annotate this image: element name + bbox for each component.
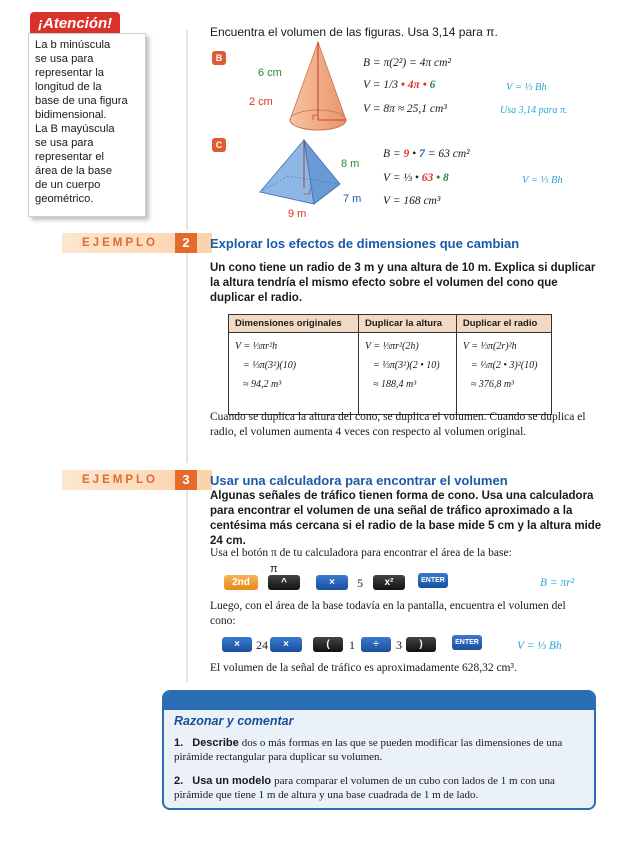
cell-line: = ⅓π(3²)(2 • 10): [372, 360, 440, 371]
ejemplo-label: EJEMPLO: [62, 233, 212, 253]
digit: 5: [357, 576, 363, 590]
atencion-title: ¡Atención!: [30, 12, 120, 35]
ejemplo-label: EJEMPLO: [62, 470, 212, 490]
section-title: Explorar los efectos de dimensiones que cambian: [210, 236, 520, 251]
label-radius: 2 cm: [249, 96, 273, 108]
badge-c: C: [212, 138, 226, 152]
problem-prompt: Algunas señales de tráfico tienen forma de cono. Usa una calculadora para encontrar el volumen de una señal de tráfico aproximado a la centésima más cercana si el radio de la base mide 5 cm y la altura mide 24 cm.: [210, 490, 602, 547]
cell-line: V = ⅓πr²(2h): [364, 341, 419, 352]
atencion-line: representar la: [35, 67, 105, 79]
atencion-line: área de la base: [35, 165, 113, 177]
conclusion-text: Cuando se duplica la altura del cono, se duplica el volumen. Cuando se duplica el radio, el volumen aumenta 4 veces con respecto al volumen original.: [210, 411, 586, 438]
question-keyword: Usa un modelo: [192, 775, 272, 787]
atencion-line: geométrico.: [35, 193, 94, 205]
table-cell: [358, 333, 456, 415]
ejemplo-number: 3: [175, 470, 197, 490]
table-header: Dimensiones originales: [229, 315, 359, 333]
problem-prompt: Un cono tiene un radio de 3 m y una altura de 10 m. Explica si duplicar la altura tendría el mismo efecto sobre el volumen del cono que duplicar el radio.: [210, 262, 596, 304]
key-times[interactable]: ×: [222, 637, 252, 652]
razonar-header-band: [164, 692, 594, 710]
atencion-line: se usa para: [35, 137, 94, 149]
b-equation-1: B = π(2²) = 4π cm²: [363, 57, 451, 69]
question-number: 1.: [174, 737, 184, 749]
key-right-paren[interactable]: ): [406, 637, 436, 652]
result-text: El volumen de la señal de tráfico es aproximadamente 628,32 cm³.: [210, 662, 517, 674]
table-cell: [456, 333, 551, 415]
table-header: Duplicar el radio: [456, 315, 551, 333]
label-pyramid-width: 9 m: [288, 208, 307, 220]
question-number: 2.: [174, 775, 184, 787]
eq-part: = 63 cm²: [424, 148, 470, 160]
table-row: [229, 333, 552, 415]
formula-base: B = πr²: [540, 577, 575, 589]
question-1: [174, 736, 584, 764]
key-divide[interactable]: ÷: [361, 637, 391, 652]
key-times[interactable]: ×: [270, 637, 302, 652]
digit: 3: [396, 638, 402, 652]
key-up[interactable]: ^: [268, 575, 300, 590]
ejemplo-number: 2: [175, 233, 197, 253]
eq-part: •: [409, 148, 420, 160]
razonar-panel: [162, 690, 596, 810]
eq-part-blue: 7: [419, 148, 425, 160]
formula-volume: V = ⅓ Bh: [517, 640, 562, 652]
dimensions-table: [228, 314, 552, 415]
eq-part: B =: [383, 148, 404, 160]
eq-frac: 1/3: [383, 79, 399, 91]
margin-rule: [186, 30, 188, 230]
table-header: Duplicar la altura: [358, 315, 456, 333]
section-title: Usar una calculadora para encontrar el volumen: [210, 473, 508, 488]
table-cell: [229, 333, 359, 415]
c-equation-1: [383, 148, 470, 160]
question-text: dos o más formas en las que se pueden modificar las dimensiones de una pirámide rectangular para duplicar su volumen.: [174, 737, 563, 763]
key-left-paren[interactable]: (: [313, 637, 343, 652]
label-pyramid-height: 8 m: [341, 158, 360, 170]
table-header-row: [229, 315, 552, 333]
b-equation-2: [363, 79, 435, 91]
eq-part-red: 63: [421, 172, 434, 184]
c-note-formula: V = ⅓ Bh: [522, 175, 563, 186]
atencion-line: La B mayúscula: [35, 123, 115, 135]
question-text: para comparar el volumen de un cubo con lados de 1 m con una pirámide que tiene 1 m de altura y una base cuadrada de 1 m de lado.: [174, 775, 555, 801]
eq-part-green: 6: [429, 79, 436, 91]
pyramid-figure: [252, 136, 352, 216]
key-times[interactable]: ×: [316, 575, 348, 590]
cell-line: ≈ 188,4 m³: [372, 379, 417, 390]
key-enter[interactable]: ENTER: [418, 573, 448, 588]
digit: 24: [256, 638, 268, 652]
question-keyword: Describe: [192, 737, 239, 749]
b-note-text: Usa 3,14 para π.: [500, 105, 568, 116]
c-equation-2: [383, 172, 449, 184]
question-2: [174, 774, 584, 802]
key-enter[interactable]: ENTER: [452, 635, 482, 650]
step-1-text: Usa el botón π de tu calculadora para encontrar el área de la base:: [210, 547, 512, 559]
razonar-title: Razonar y comentar: [174, 714, 294, 728]
step-2-text: Luego, con el área de la base todavía en la pantalla, encuentra el volumen del cono:: [210, 600, 566, 627]
label-height: 6 cm: [258, 67, 282, 79]
eq-part: V =: [363, 79, 384, 91]
b-note-formula: V = ⅓ Bh: [506, 82, 547, 93]
margin-rule: [186, 470, 188, 682]
pi-symbol: π: [270, 563, 278, 575]
digit: 1: [349, 638, 355, 652]
b-equation-3: V = 8π ≈ 25,1 cm³: [363, 103, 447, 115]
atencion-line: representar el: [35, 151, 105, 163]
atencion-note: [28, 33, 146, 217]
atencion-line: La b minúscula: [35, 39, 111, 51]
cell-line: = ⅓π(2 • 3)²(10): [470, 360, 538, 371]
cone-figure: [280, 38, 360, 138]
atencion-line: bidimensional.: [35, 109, 107, 121]
atencion-line: base de una figura: [35, 95, 128, 107]
cell-line: ≈ 376,8 m³: [470, 379, 515, 390]
c-equation-3: V = 168 cm³: [383, 195, 441, 207]
atencion-line: se usa para: [35, 53, 94, 65]
cell-line: = ⅓π(3²)(10): [243, 360, 297, 371]
atencion-line: longitud de la: [35, 81, 102, 93]
label-pyramid-depth: 7 m: [343, 193, 362, 205]
badge-b: B: [212, 51, 226, 65]
key-x-squared[interactable]: x²: [373, 575, 405, 590]
eq-part-red: • 4π •: [400, 79, 427, 91]
cell-line: V = ⅓πr²h: [235, 341, 278, 352]
atencion-line: de un cuerpo: [35, 179, 101, 191]
key-2nd[interactable]: 2nd: [224, 575, 258, 590]
margin-rule: [186, 238, 188, 463]
top-instruction: Encuentra el volumen de las figuras. Usa 3,14 para π.: [210, 25, 498, 39]
cell-line: V = ⅓π(2r)²h: [462, 341, 517, 352]
eq-part-red: 9: [403, 148, 410, 160]
cell-line: ≈ 94,2 m³: [243, 379, 282, 390]
eq-part-green: • 8: [436, 172, 449, 184]
eq-part: V = ⅓ •: [383, 172, 419, 184]
